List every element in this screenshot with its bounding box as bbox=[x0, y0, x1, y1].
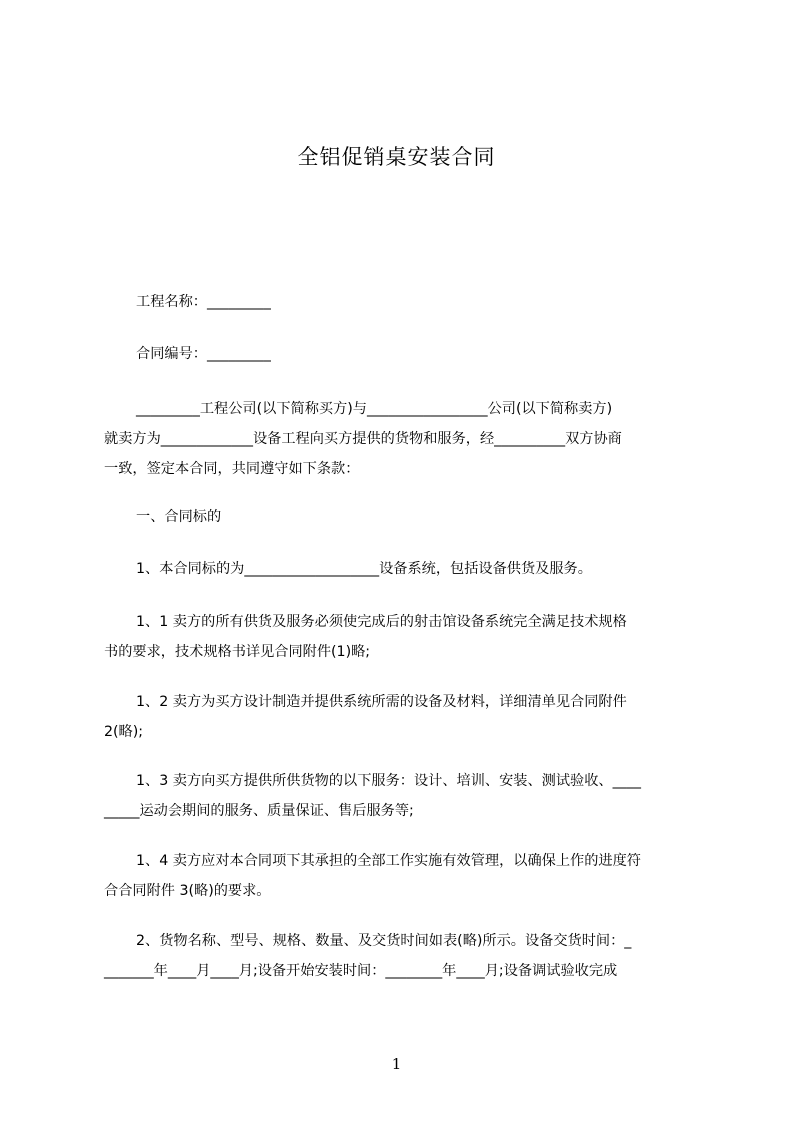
clause-1 bbox=[136, 556, 706, 582]
intro-line-3: 一致，签定本合同，共同遵守如下条款： bbox=[104, 461, 360, 477]
project-name-field bbox=[136, 289, 706, 315]
page-number: 1 bbox=[391, 1055, 402, 1073]
clause-1-1-line-1: 1、1 卖方的所有供货及服务必须使完成后的射击馆设备系统完全满足技术规格 bbox=[136, 614, 627, 630]
section-1-heading-text: 一、合同标的 bbox=[136, 509, 222, 525]
intro-line-1: _________工程公司(以下简称买方)与_________________公司(以下简称卖方) bbox=[136, 401, 613, 417]
intro-line-2: 就卖方为_____________设备工程向买方提供的货物和服务，经__________双方协商 bbox=[104, 431, 622, 447]
clause-1-4-line-1: 1、4 卖方应对本合同项下其承担的全部工作实施有效管理，以确保上作的进度符 bbox=[136, 853, 641, 869]
contract-number-field bbox=[136, 341, 706, 367]
project-name-line: 工程名称：_________ bbox=[136, 294, 271, 310]
clause-2-line-2: _______年____月____月;设备开始安装时间：________年____月;设备调试验收完成 bbox=[104, 963, 618, 979]
section-1-heading bbox=[136, 504, 706, 530]
clause-1-1-line-2: 书的要求，技术规格书详见合同附件(1)略; bbox=[104, 644, 371, 660]
clause-2 bbox=[104, 928, 706, 984]
document-title: 全铝促销桌安装合同 bbox=[297, 145, 496, 169]
intro-paragraph bbox=[104, 396, 706, 482]
clause-1-1 bbox=[104, 609, 706, 665]
clause-1-2 bbox=[104, 689, 706, 745]
clause-1-3 bbox=[104, 768, 706, 824]
clause-1-4-line-2: 合合同附件 3(略)的要求。 bbox=[104, 883, 271, 899]
clause-1-2-line-2: 2(略); bbox=[104, 724, 144, 740]
clause-1-text: 1、本合同标的为___________________设备系统，包括设备供货及服务。 bbox=[136, 561, 592, 577]
clause-1-3-line-2: _____运动会期间的服务、质量保证、售后服务等; bbox=[104, 803, 414, 819]
clause-1-3-line-1: 1、3 卖方向买方提供所供货物的以下服务：设计、培训、安装、测试验收、____ bbox=[136, 773, 641, 789]
clause-1-4 bbox=[104, 848, 706, 904]
clause-1-2-line-1: 1、2 卖方为买方设计制造并提供系统所需的设备及材料，详细清单见合同附件 bbox=[136, 694, 627, 710]
clause-2-line-1: 2、货物名称、型号、规格、数量、及交货时间如表(略)所示。设备交货时间：_ bbox=[136, 933, 632, 949]
contract-number-line: 合同编号：_________ bbox=[136, 346, 271, 362]
